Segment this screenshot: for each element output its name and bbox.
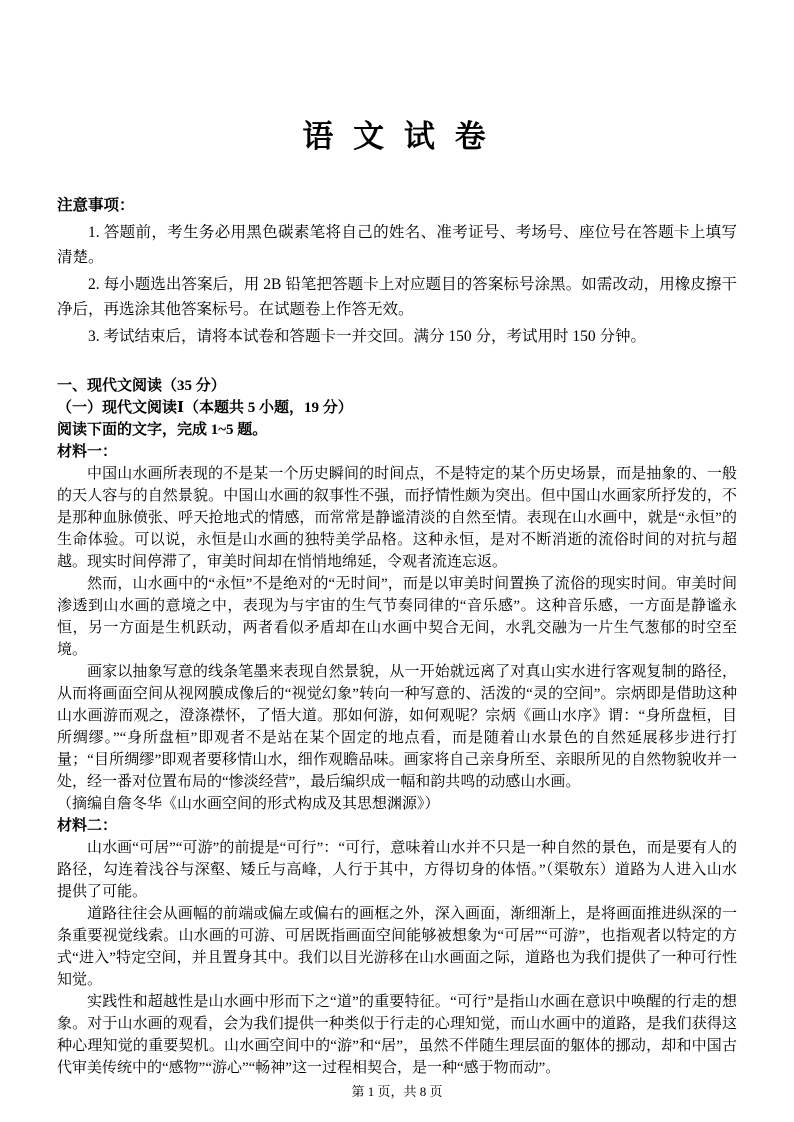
page-title: 语 文 试 卷 [302,119,492,154]
notice-section [57,193,737,349]
material1-paragraph-1: 中国山水画所表现的不是某一个历史瞬间的时间点，不是特定的某个历史场景，而是抽象的、一般的天人容与的自然景貌。中国山水画的叙事性不强，而抒情性颇为突出。但中国山水画家所抒发的，不是那种血脉偾张、呼天抢地式的情感，而常常是静谧清淡的自然至情。表现在山水画中，就是“永恒”的生命体验。可以说，永恒是山水画的独特美学品格。这种永恒，是对不断消逝的流俗时间的对抗与超越。现实时间停滞了，审美时间却在悄悄地绵延，令观者流连忘返。 [57,466,737,571]
material1-label: 材料一： [57,444,118,461]
notice-heading: 注意事项： [57,197,135,215]
material2-paragraph-3: 实践性和超越性是山水画中形而下之“道”的重要特征。“可行”是指山水画在意识中唤醒的行走的想象。对于山水画的观看，会为我们提供一种类似于行走的心理知觉，而山水画中的道路，是我们获得这种心理知觉的重要契机。山水画空间中的“游”和“居”，虽然不伴随生理层面的躯体的挪动，却和中国古代审美传统中的“感物”“游心”“畅神”这一过程相契合，是一种“感于物而动”。 [57,994,737,1077]
material2-label: 材料二： [57,818,118,835]
section-heading: 一、现代文阅读（35 分） [57,378,226,395]
material1-paragraph-3: 画家以抽象写意的线条笔墨来表现自然景貌，从一开始就远离了对真山实水进行客观复制的路径，从而将画面空间从视网膜成像后的“视觉幻象”转向一种写意的、活泼的“灵的空间”。宗炳即是借助这种山水画游而观之，澄涤襟怀，了悟大道。那如何游，如何观呢？宗炳《画山水序》谓：“身所盘桓，目所绸缪。”“身所盘桓”即观者不是站在某个固定的地点看，而是随着山水景色的自然延展移步进行打量；“目所绸缪”即观者要移情山水，细作观瞻品味。画家将自己亲身所至、亲眼所见的自然物貌收并一处，经一番对位置布局的“惨淡经营”，最后编织成一幅和韵共鸣的动感山水画。 [57,664,737,791]
material1-attribution: （摘编自詹冬华《山水画空间的形式构成及其思想渊源》） [57,796,440,813]
material2-paragraph-2: 道路往往会从画幅的前端或偏左或偏右的画框之外，深入画面，渐细渐上，是将画面推进纵深的一条重要视觉线索。山水画的可游、可居既指画面空间能够被想象为“可居”“可游”，也指观者以特定的方式“进入”特定空间，并且置身其中。我们以目光游移在山水画面之际，道路也为我们提供了一种可行性知觉。 [57,906,737,989]
notice-item-3: 3. 考试结束后，请将本试卷和答题卡一并交回。满分 150 分，考试用时 150 分钟。 [88,328,647,346]
notice-item-1: 1. 答题前，考生务必用黑色碳素笔将自己的姓名、准考证号、考场号、座位号在答题卡上填写清楚。 [57,224,737,267]
material1-paragraph-2: 然而，山水画中的“永恒”不是绝对的“无时间”，而是以审美时间置换了流俗的现实时间。审美时间渗透到山水画的意境之中，表现为与宇宙的生气节奏同律的“音乐感”。这种音乐感，一方面是静谧永恒，另一方面是生机跃动，两者看似矛盾却在山水画中契合无间，水乳交融为一片生气葱郁的时空至境。 [57,576,737,659]
reading-instruction: 阅读下面的文字，完成 1~5 题。 [57,422,268,439]
notice-item-2: 2. 每小题选出答案后，用 2B 铅笔把答题卡上对应题目的答案标号涂黑。如需改动，用橡皮擦干净后，再选涂其他答案标号。在试题卷上作答无效。 [57,276,737,319]
page-number: 第 1 页，共 8 页 [351,1084,443,1099]
subsection-heading: （一）现代文阅读Ⅰ（本题共 5 小题，19 分） [57,400,353,417]
material2-paragraph-1: 山水画“可居”“可游”的前提是“可行”：“可行，意味着山水并不只是一种自然的景色，而是要有人的路径，勾连着浅谷与深壑、矮丘与高峰，人行于其中，方得切身的体悟。”（渠敬东）道路为人进入山水提供了可能。 [57,840,737,901]
reading-section [57,375,737,1079]
